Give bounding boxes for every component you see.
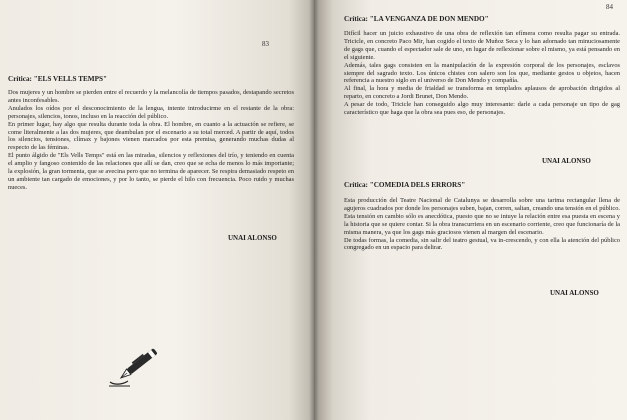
- author-signature: UNAI ALONSO: [228, 234, 277, 242]
- paragraph: A pesar de todo, Tricicle han conseguido algo muy interesante: darle a cada personaje un tipo de gag característico que haga que la obra sea pues eso, de personajes.: [344, 101, 620, 117]
- review-body: [8, 89, 294, 192]
- review-body: [344, 197, 620, 252]
- author-signature: UNAI ALONSO: [542, 157, 591, 165]
- paragraph: Al final, la hora y media de frialdad se transforma en templados aplausos de aprobación dirigidos al reparto, en concreto a Jordi Brunet, Don Mendo.: [344, 85, 620, 101]
- paragraph: El punto álgido de "Els Vells Temps" está en las miradas, silencios y reflexiones del trío, y teniendo en cuenta el amplio y fangoso contenido de las relaciones que allí se dan, creo que se echa de menos lo más importante; la explosión, la gran tormenta, que se avecina pero que no termina de aparecer. Se respira demasiado respeto en un ambiente tan cargado de emociones, y por lo tanto, se pierde el hilo con frecuencia. Poco ruido y muchas nueces.: [8, 152, 294, 191]
- review-body: [344, 30, 620, 117]
- review-title: Crítica: "LA VENGANZA DE DON MENDO": [344, 15, 489, 23]
- book-gutter-shadow: [309, 0, 319, 420]
- author-signature: UNAI ALONSO: [550, 289, 599, 297]
- paragraph: En primer lugar, hay algo que resulta durante toda la obra. El hombre, en cuanto a la actuación se refiere, se come literalmente a las dos mujeres, que deambulan por el escenario a su total merced. A partir de aquí, todos los silencios, tensiones, clímax y bajones vienen marcados por esta premisa, generando muchas dudas al respecto de las féminas.: [8, 120, 294, 152]
- review-title: Crítica: "COMEDIA DELS ERRORS": [344, 181, 466, 189]
- paragraph: Dos mujeres y un hombre se pierden entre el recuerdo y la melancolía de tiempos pasados, destapando secretos antes inconfesables.: [8, 89, 294, 104]
- paragraph: Esta producción del Teatre Nacional de Catalunya se desarrolla sobre una tarima rectangular llena de agujeros cuadrados por donde los personajes suben, bajan, corren, saltan, creando una tensión en el público. Esta tensión en cambio sólo es anecdótica, puesto que no se intuye la relación entre esa puesta en escena y la historia que se quiere contar. Si la obra transcurriera en un escenario corriente, creo que funcionaría de la misma manera, ya que los gags más graciosos vienen al margen del escenario.: [344, 197, 620, 236]
- paragraph: Difícil hacer un juicio exhaustivo de una obra de reflexión tan efímera como resulta pagar su entrada. Tricicle, en concreto Paco Mir, han cogido el texto de Muñoz Seca y lo han adornado tan minuciosamente de gags que, cuando el espectador sale de uno, en lugar de reflexionar sobre el mismo, ya está pensando en el siguiente.: [344, 30, 620, 61]
- pen-illustration: [106, 346, 166, 388]
- paragraph: Además, tales gags consisten en la manipulación de la expresión corporal de los personajes, esclavos siempre del sagrado texto. Los únicos chistes con salero son los que, mediante gestos u objetos, hacen referencia a nuestro siglo en el universo de Don Mendo y compañía.: [344, 61, 620, 85]
- paragraph: Anulados los oídos por el desconocimiento de la lengua, intente introducirme en el restante de la obra: personajes, silencios, tonos, incluso en la reacción del público.: [8, 104, 294, 120]
- page-number: 83: [262, 40, 269, 48]
- paragraph: De todas formas, la comedia, sin salir del teatro gestual, va in-crescendo, y con ella la atención del público congregado en un espacio para delirar.: [344, 236, 620, 252]
- page-number: 84: [606, 3, 613, 11]
- review-title: Crítica: "ELS VELLS TEMPS": [8, 75, 107, 83]
- right-page: [314, 0, 627, 420]
